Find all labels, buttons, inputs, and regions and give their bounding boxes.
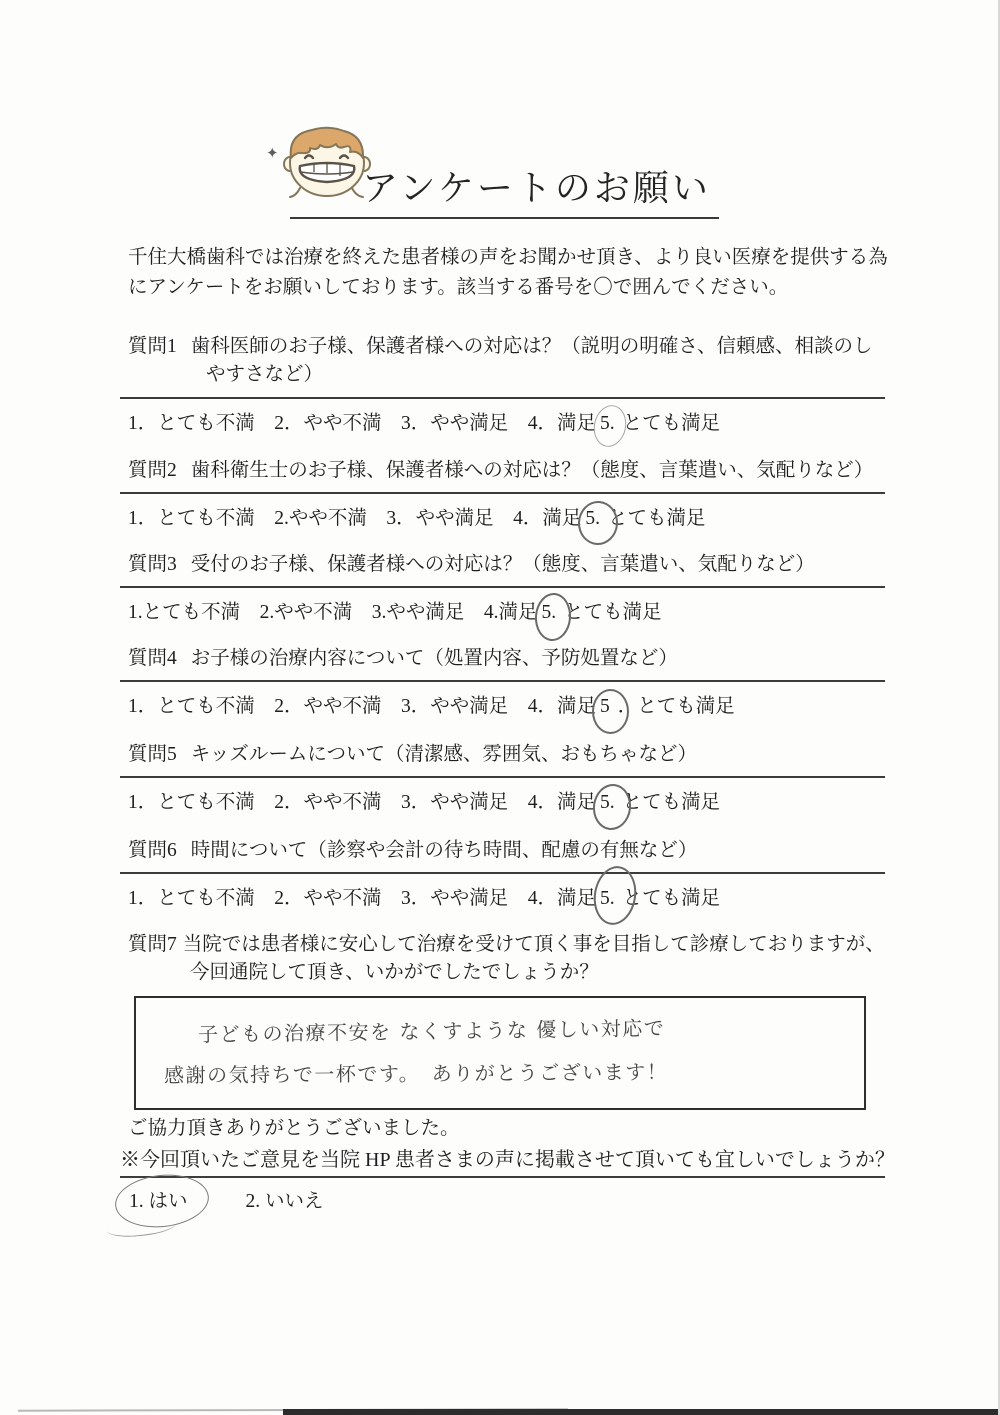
question-4-label: 質問4 xyxy=(128,648,177,669)
question-6-heading xyxy=(128,837,885,865)
question-1-heading xyxy=(128,333,885,361)
options-before: 1．とても不満 2．やや不満 3．やや満足 4．満足 xyxy=(128,412,597,434)
question-1-label: 質問1 xyxy=(128,336,177,357)
question-6-label: 質問6 xyxy=(128,840,177,861)
circled-option-5: 5. xyxy=(541,602,557,624)
question-6-text: 時間について（診察や会計の待ち時間、配慮の有無など） xyxy=(190,840,698,861)
question-6 xyxy=(128,837,885,910)
question-2-heading xyxy=(128,457,885,485)
options-after: とても満足 xyxy=(622,792,721,814)
options-before: 1．とても不満 2．やや不満 3．やや満足 4．満足 xyxy=(128,792,597,814)
options-before: 1.とても不満 2.やや不満 3.やや満足 4.満足 xyxy=(128,602,538,624)
question-3-options xyxy=(128,588,885,624)
question-4-heading xyxy=(128,645,885,673)
handwritten-circle-tail xyxy=(106,1215,177,1239)
question-7-label: 質問7 xyxy=(128,934,177,955)
question-3-text: 受付のお子様、保護者様への対応は？（態度、言葉遣い、気配りなど） xyxy=(190,554,815,575)
options-before: 1．とても不満 2.やや不満 3．やや満足 4．満足 xyxy=(128,508,582,530)
question-5-options xyxy=(128,778,885,814)
question-2-text: 歯科衛生士のお子様、保護者様への対応は？（態度、言葉遣い、気配りなど） xyxy=(190,460,874,481)
question-1-options xyxy=(128,399,885,435)
question-7-heading xyxy=(128,931,885,959)
question-2-label: 質問2 xyxy=(128,460,177,481)
options-after: ．とても満足 xyxy=(617,696,735,718)
choice-yes: 1. はい xyxy=(129,1191,188,1212)
sparkle-icon: ✦ xyxy=(266,144,279,162)
title-underline xyxy=(290,160,719,219)
question-4 xyxy=(128,645,885,718)
question-7 xyxy=(128,931,885,1110)
divider-line xyxy=(120,1176,885,1178)
question-2-options xyxy=(128,494,885,530)
question-5 xyxy=(128,741,885,814)
question-5-heading xyxy=(128,741,885,769)
options-before: 1．とても不満 2．やや不満 3．やや満足 4．満足 xyxy=(128,888,597,910)
question-1-text: 歯科医師のお子様、保護者様への対応は？（説明の明確さ、信頼感、相談のし xyxy=(190,336,873,357)
question-5-label: 質問5 xyxy=(128,744,177,765)
page-title: アンケートのお願い xyxy=(362,168,711,208)
question-2 xyxy=(128,457,885,530)
hp-publish-question: ※今回頂いたご意見を当院 HP 患者さまの声に掲載させて頂いても宜しいでしょうか？ xyxy=(120,1149,895,1171)
question-4-options xyxy=(128,682,885,718)
options-after: とても満足 xyxy=(608,508,706,530)
question-1-text-cont: やすさなど） xyxy=(206,364,324,386)
question-5-text: キッズルームについて（清潔感、雰囲気、おもちゃなど） xyxy=(190,744,697,765)
circled-option-5: 5. xyxy=(600,792,615,814)
handwritten-answer-line-2: 感謝の気持ちで一杯です。 ありがとうございます！ xyxy=(163,1059,669,1087)
question-6-options xyxy=(128,874,885,910)
circled-option-5: 5. xyxy=(600,888,615,910)
hp-publish-choices xyxy=(125,1185,324,1213)
free-comment-box xyxy=(134,996,866,1110)
question-3 xyxy=(128,551,885,624)
handwritten-answer-line-1: 子どもの治療不安を なくすような 優しい対応で xyxy=(197,1015,666,1047)
question-3-heading xyxy=(128,551,885,579)
choice-no: 2. いいえ xyxy=(245,1191,324,1212)
question-3-label: 質問3 xyxy=(128,554,177,575)
scan-edge-artifact xyxy=(283,1409,1000,1415)
circled-option-5: 5. xyxy=(585,508,601,530)
options-before: 1．とても不満 2．やや不満 3．やや満足 4．満足 xyxy=(128,696,597,718)
question-7-text-cont: 今回通院して頂き、いかがでしたでしょうか？ xyxy=(190,962,599,984)
question-4-text: お子様の治療内容について（処置内容、予防処置など） xyxy=(190,648,678,669)
circled-option-5: 5. xyxy=(600,412,615,434)
circled-option-5: 5 xyxy=(600,696,610,718)
question-1 xyxy=(128,333,885,435)
options-after: とても満足 xyxy=(622,888,721,910)
intro-paragraph: 千住大橋歯科では治療を終えた患者様の声をお聞かせ頂き、より良い医療を提供する為にアンケートをお願いしております。該当する番号を〇で囲んでください。 xyxy=(128,247,888,299)
options-after: とても満足 xyxy=(564,602,662,624)
thanks-text: ご協力頂きありがとうございました。 xyxy=(128,1118,460,1139)
options-after: とても満足 xyxy=(622,412,721,434)
question-7-text: 当院では患者様に安心して治療を受けて頂く事を目指して診療しておりますが、 xyxy=(182,934,885,955)
